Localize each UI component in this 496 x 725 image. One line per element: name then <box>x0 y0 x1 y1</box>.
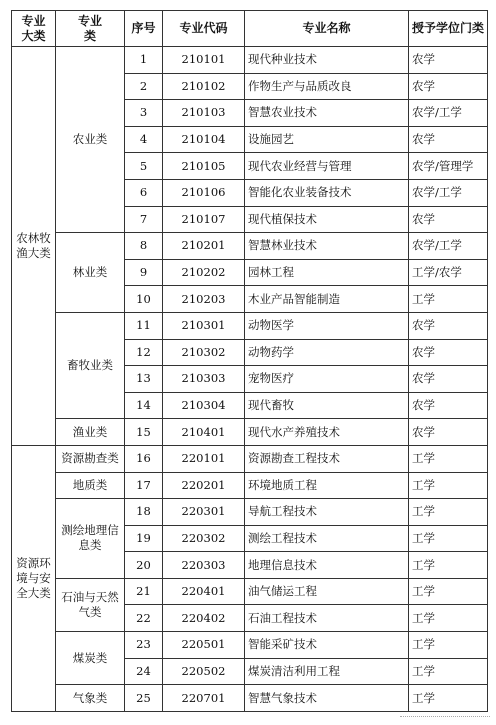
seq-cell: 20 <box>125 552 163 579</box>
code-cell: 220301 <box>163 499 245 526</box>
code-cell: 210302 <box>163 339 245 366</box>
major-name-cell: 煤炭清洁利用工程 <box>245 658 409 685</box>
major-name-cell: 动物医学 <box>245 312 409 339</box>
degree-cell: 工学 <box>409 605 488 632</box>
seq-cell: 13 <box>125 366 163 393</box>
header-seq: 序号 <box>125 11 163 47</box>
major-class-cell: 农业类 <box>56 47 125 233</box>
degree-cell: 农学/工学 <box>409 100 488 127</box>
major-class-cell: 林业类 <box>56 233 125 313</box>
seq-cell: 3 <box>125 100 163 127</box>
degree-cell: 农学 <box>409 47 488 74</box>
major-name-cell: 石油工程技术 <box>245 605 409 632</box>
code-cell: 220701 <box>163 685 245 712</box>
degree-cell: 农学 <box>409 312 488 339</box>
seq-cell: 8 <box>125 233 163 260</box>
code-cell: 220502 <box>163 658 245 685</box>
major-name-cell: 环境地质工程 <box>245 472 409 499</box>
cropped-title-strip <box>0 0 496 10</box>
code-cell: 220201 <box>163 472 245 499</box>
degree-cell: 工学 <box>409 552 488 579</box>
code-cell: 210304 <box>163 392 245 419</box>
major-class-cell: 煤炭类 <box>56 632 125 685</box>
seq-cell: 24 <box>125 658 163 685</box>
seq-cell: 10 <box>125 286 163 313</box>
header-code: 专业代码 <box>163 11 245 47</box>
major-class-cell: 渔业类 <box>56 419 125 446</box>
seq-cell: 9 <box>125 259 163 286</box>
table-row <box>12 47 488 74</box>
degree-cell: 农学 <box>409 392 488 419</box>
degree-cell: 农学 <box>409 206 488 233</box>
code-cell: 210105 <box>163 153 245 180</box>
seq-cell: 14 <box>125 392 163 419</box>
code-cell: 220303 <box>163 552 245 579</box>
major-name-cell: 测绘工程技术 <box>245 525 409 552</box>
major-category-cell: 农林牧 渔大类 <box>12 47 56 446</box>
code-cell: 210203 <box>163 286 245 313</box>
major-class-cell: 地质类 <box>56 472 125 499</box>
degree-cell: 农学/管理学 <box>409 153 488 180</box>
seq-cell: 1 <box>125 47 163 74</box>
table-row <box>12 685 488 712</box>
degree-cell: 农学 <box>409 73 488 100</box>
degree-cell: 农学 <box>409 339 488 366</box>
major-name-cell: 设施园艺 <box>245 126 409 153</box>
code-cell: 210103 <box>163 100 245 127</box>
code-cell: 220501 <box>163 632 245 659</box>
degree-cell: 工学 <box>409 472 488 499</box>
major-class-cell: 畜牧业类 <box>56 312 125 418</box>
header-category: 专业 大类 <box>12 11 56 47</box>
header-name: 专业名称 <box>245 11 409 47</box>
major-name-cell: 智慧农业技术 <box>245 100 409 127</box>
major-name-cell: 作物生产与品质改良 <box>245 73 409 100</box>
table-row <box>12 499 488 526</box>
major-name-cell: 油气储运工程 <box>245 578 409 605</box>
major-name-cell: 智能采矿技术 <box>245 632 409 659</box>
seq-cell: 23 <box>125 632 163 659</box>
seq-cell: 2 <box>125 73 163 100</box>
code-cell: 210202 <box>163 259 245 286</box>
table-row <box>12 578 488 605</box>
code-cell: 210303 <box>163 366 245 393</box>
seq-cell: 18 <box>125 499 163 526</box>
major-name-cell: 现代种业技术 <box>245 47 409 74</box>
code-cell: 220302 <box>163 525 245 552</box>
table-row <box>12 445 488 472</box>
code-cell: 220101 <box>163 445 245 472</box>
degree-cell: 工学 <box>409 499 488 526</box>
seq-cell: 6 <box>125 179 163 206</box>
degree-cell: 工学 <box>409 632 488 659</box>
degree-cell: 工学 <box>409 525 488 552</box>
major-name-cell: 园林工程 <box>245 259 409 286</box>
major-name-cell: 资源勘查工程技术 <box>245 445 409 472</box>
seq-cell: 11 <box>125 312 163 339</box>
major-name-cell: 现代水产养殖技术 <box>245 419 409 446</box>
code-cell: 210201 <box>163 233 245 260</box>
degree-cell: 农学/工学 <box>409 233 488 260</box>
degree-cell: 工学/农学 <box>409 259 488 286</box>
code-cell: 210301 <box>163 312 245 339</box>
table-row <box>12 312 488 339</box>
major-name-cell: 现代畜牧 <box>245 392 409 419</box>
degree-cell: 工学 <box>409 578 488 605</box>
seq-cell: 22 <box>125 605 163 632</box>
header-class: 专业 类 <box>56 11 125 47</box>
major-name-cell: 智慧林业技术 <box>245 233 409 260</box>
table-row <box>12 632 488 659</box>
seq-cell: 21 <box>125 578 163 605</box>
degree-cell: 工学 <box>409 445 488 472</box>
code-cell: 210401 <box>163 419 245 446</box>
code-cell: 220401 <box>163 578 245 605</box>
seq-cell: 12 <box>125 339 163 366</box>
major-name-cell: 现代植保技术 <box>245 206 409 233</box>
seq-cell: 4 <box>125 126 163 153</box>
major-catalog-table <box>11 10 488 712</box>
code-cell: 210106 <box>163 179 245 206</box>
header-degree: 授予学位门类 <box>409 11 488 47</box>
major-name-cell: 导航工程技术 <box>245 499 409 526</box>
degree-cell: 工学 <box>409 286 488 313</box>
major-name-cell: 地理信息技术 <box>245 552 409 579</box>
degree-cell: 工学 <box>409 685 488 712</box>
code-cell: 210102 <box>163 73 245 100</box>
major-name-cell: 动物药学 <box>245 339 409 366</box>
degree-cell: 农学 <box>409 126 488 153</box>
table-row <box>12 233 488 260</box>
table-row <box>12 419 488 446</box>
major-name-cell: 智能化农业装备技术 <box>245 179 409 206</box>
seq-cell: 25 <box>125 685 163 712</box>
major-class-cell: 测绘地理信 息类 <box>56 499 125 579</box>
major-name-cell: 木业产品智能制造 <box>245 286 409 313</box>
degree-cell: 农学 <box>409 419 488 446</box>
seq-cell: 17 <box>125 472 163 499</box>
degree-cell: 农学/工学 <box>409 179 488 206</box>
degree-cell: 工学 <box>409 658 488 685</box>
code-cell: 210101 <box>163 47 245 74</box>
code-cell: 210107 <box>163 206 245 233</box>
degree-cell: 农学 <box>409 366 488 393</box>
major-class-cell: 资源勘查类 <box>56 445 125 472</box>
major-category-cell: 资源环 境与安 全大类 <box>12 445 56 711</box>
seq-cell: 19 <box>125 525 163 552</box>
major-class-cell: 气象类 <box>56 685 125 712</box>
major-class-cell: 石油与天然 气类 <box>56 578 125 631</box>
major-name-cell: 现代农业经营与管理 <box>245 153 409 180</box>
seq-cell: 16 <box>125 445 163 472</box>
table-row <box>12 472 488 499</box>
major-name-cell: 宠物医疗 <box>245 366 409 393</box>
seq-cell: 5 <box>125 153 163 180</box>
seq-cell: 15 <box>125 419 163 446</box>
seq-cell: 7 <box>125 206 163 233</box>
table-header-row <box>12 11 488 47</box>
code-cell: 210104 <box>163 126 245 153</box>
code-cell: 220402 <box>163 605 245 632</box>
major-name-cell: 智慧气象技术 <box>245 685 409 712</box>
